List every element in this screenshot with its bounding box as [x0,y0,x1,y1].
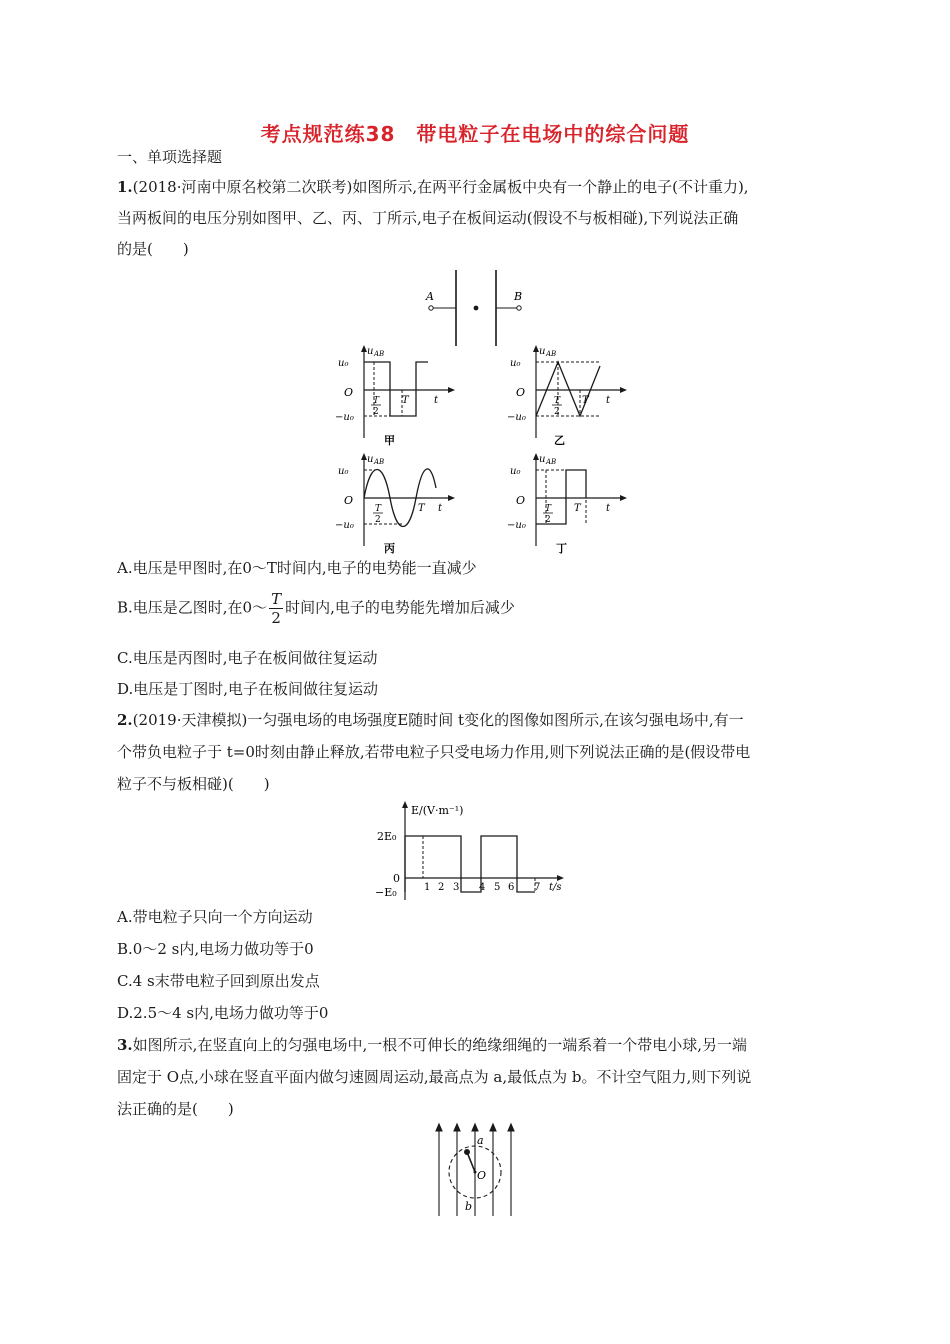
svg-text:a: a [477,1134,484,1147]
svg-text:O: O [516,494,526,507]
page-title: 考点规范练38 带电粒子在电场中的综合问题 [260,122,690,146]
q2-line-2: 个带负电粒子于 t=0时刻由静止释放,若带电粒子只受电场力作用,则下列说法正确的是(假设带电 [117,743,751,761]
caption-ding: 丁 [556,542,567,555]
svg-text:T: T [418,503,425,514]
q1-graph-yi [507,344,630,448]
q2-line-1 [117,709,744,730]
svg-text:u: u [367,454,374,465]
q1-option-b-fraction [269,590,283,627]
svg-text:7: 7 [534,882,541,893]
svg-text:1: 1 [424,882,431,893]
svg-text:t: t [606,503,611,514]
svg-text:AB: AB [374,350,385,358]
svg-text:t: t [434,395,439,406]
svg-text:3: 3 [453,882,460,893]
svg-text:t: t [606,395,611,406]
q1-graph-jia [335,344,458,448]
q2-e-t-graph [365,800,585,904]
svg-text:u₀: u₀ [510,466,521,477]
svg-text:−u₀: −u₀ [335,520,354,531]
q3-number: 3. [117,1036,133,1054]
svg-text:u₀: u₀ [510,358,521,369]
q2-option-d: D.2.5～4 s内,电场力做功等于0 [117,1004,329,1022]
q1-plates-figure [420,268,530,348]
q1-line-1 [117,176,749,197]
svg-text:u₀: u₀ [338,466,349,477]
q1-line-3: 的是( ) [117,240,189,258]
svg-text:T: T [373,396,380,406]
q1-option-c: C.电压是丙图时,电子在板间做往复运动 [117,649,378,667]
q3-line-1 [117,1034,747,1055]
charged-ball [464,1149,470,1155]
q2-option-a: A.带电粒子只向一个方向运动 [117,908,313,926]
svg-text:−u₀: −u₀ [507,520,526,531]
svg-text:O: O [516,386,526,399]
q1-option-b-pre: B.电压是乙图时,在0～ [117,598,268,617]
q1-option-b-numerator: T [271,590,282,608]
q2-number: 2. [117,711,133,729]
svg-text:−E₀: −E₀ [375,886,397,899]
caption-jia: 甲 [384,434,395,447]
q1-graph-ding [507,452,630,556]
svg-text:AB: AB [546,458,557,466]
q2-option-b: B.0～2 s内,电场力做功等于0 [117,940,314,958]
svg-text:4: 4 [479,882,486,893]
q2-text-1: (2019·天津模拟)一匀强电场的电场强度E随时间 t变化的图像如图所示,在该匀强电场中,有一 [132,711,744,729]
svg-text:2: 2 [373,407,379,417]
svg-text:2: 2 [554,407,560,417]
q3-text-1: 如图所示,在竖直向上的匀强电场中,一根不可伸长的绝缘细绳的一端系着一个带电小球,另一端 [132,1036,747,1054]
svg-text:T: T [582,395,589,406]
caption-yi: 乙 [554,434,565,447]
svg-text:u: u [539,346,546,357]
svg-text:−u₀: −u₀ [507,412,526,423]
svg-text:AB: AB [374,458,385,466]
svg-text:5: 5 [494,882,501,893]
q3-line-3: 法正确的是( ) [117,1100,234,1118]
svg-text:b: b [465,1200,473,1213]
svg-text:t/s: t/s [549,882,562,893]
svg-text:0: 0 [393,872,400,885]
svg-text:AB: AB [546,350,557,358]
q1-option-b-denominator: 2 [271,609,281,627]
e-axis-label: E/(V·m⁻¹) [411,804,464,817]
section-heading: 一、单项选择题 [117,148,223,166]
svg-text:−u₀: −u₀ [335,412,354,423]
q1-option-b-post: 时间内,电子的电势能先增加后减少 [285,598,515,617]
svg-text:u: u [539,454,546,465]
svg-text:T: T [375,504,382,514]
svg-text:T: T [574,503,581,514]
svg-text:u: u [367,346,374,357]
q1-line-2: 当两板间的电压分别如图甲、乙、丙、丁所示,电子在板间运动(假设不与板相碰),下列说法正确 [117,209,739,227]
svg-text:O: O [344,386,354,399]
q3-line-2: 固定于 O点,小球在竖直平面内做匀速圆周运动,最高点为 a,最低点为 b。不计空气阻力,则下列说 [117,1068,752,1086]
q3-field-circle-figure [425,1122,525,1218]
svg-text:T: T [545,504,552,514]
q2-line-3: 粒子不与板相碰)( ) [117,775,270,793]
q1-option-a: A.电压是甲图时,在0～T时间内,电子的电势能一直减少 [117,559,477,577]
q1-text-1: (2018·河南中原名校第二次联考)如图所示,在两平行金属板中央有一个静止的电子(不计重力), [132,178,749,196]
plate-a-label: A [426,290,434,303]
q1-option-d: D.电压是丁图时,电子在板间做往复运动 [117,680,379,698]
svg-text:t: t [438,503,443,514]
svg-text:6: 6 [508,882,515,893]
svg-text:T: T [402,395,409,406]
svg-text:2: 2 [375,515,381,525]
svg-text:O: O [344,494,354,507]
svg-text:2: 2 [545,515,551,525]
plate-b-label: B [514,290,523,303]
q2-option-c: C.4 s末带电粒子回到原出发点 [117,972,320,990]
q1-option-b [117,590,515,627]
svg-text:T: T [554,396,561,406]
svg-text:u₀: u₀ [338,358,349,369]
q1-number: 1. [117,178,133,196]
svg-text:O: O [477,1169,487,1182]
svg-text:2: 2 [438,882,445,893]
q1-graph-bing [335,452,458,556]
electron-dot [474,306,479,311]
caption-bing: 丙 [384,542,395,555]
svg-text:2E₀: 2E₀ [377,830,397,843]
